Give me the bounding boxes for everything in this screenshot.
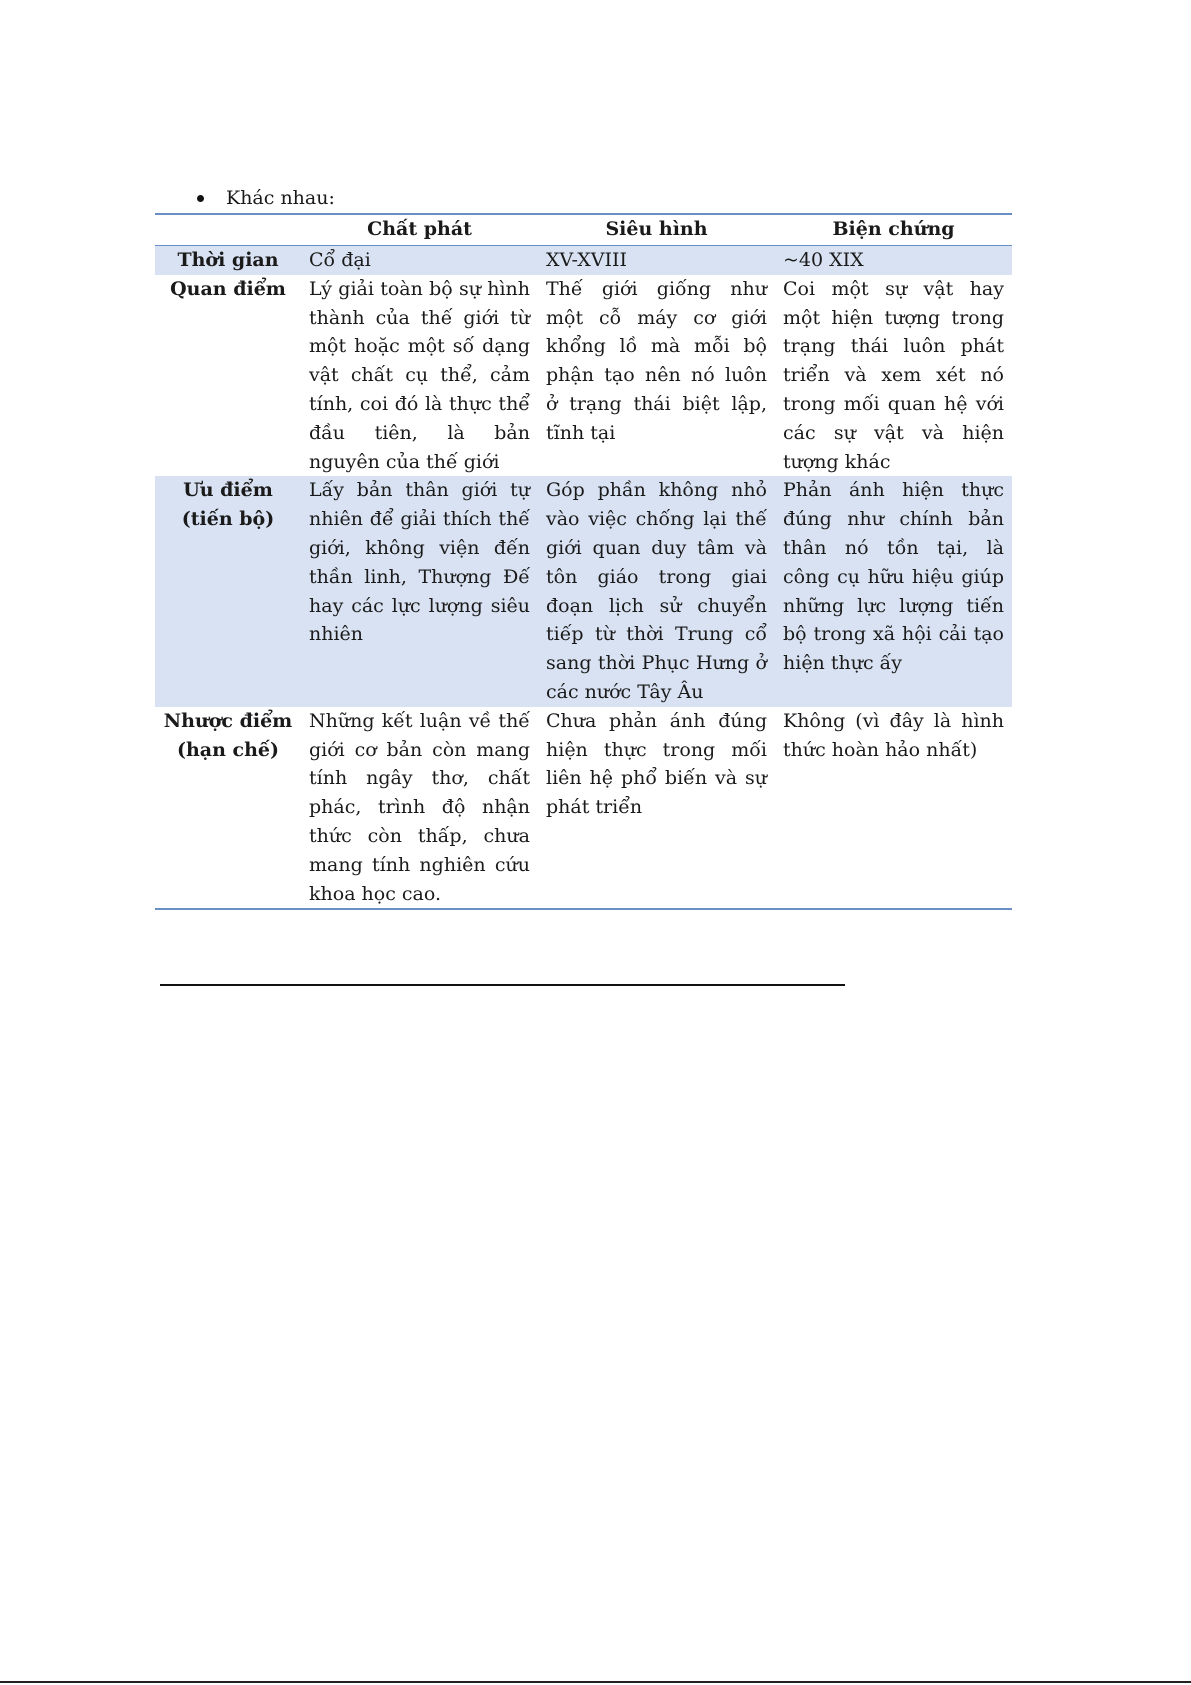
page-bottom-line xyxy=(0,1681,1191,1683)
table-cell: Chưa phản ánh đúng hiện thực trong mối liên hệ phổ biến và sự phát triển xyxy=(546,709,767,819)
comparison-table xyxy=(155,213,1012,910)
row-header: Nhược điểm (hạn chế) xyxy=(163,709,293,761)
table-cell: Không (vì đây là hình thức hoàn hảo nhất) xyxy=(783,709,1004,761)
table-cell: Thế giới giống như một cỗ máy cơ giới khổng lồ mà mỗi bộ phận tạo nên nó luôn ở trạng thái biệt lập, tĩnh tại xyxy=(546,277,767,444)
horizontal-rule xyxy=(160,984,845,986)
table-cell: ~40 XIX xyxy=(775,246,1012,275)
bullet-item xyxy=(197,186,335,210)
table-cell: Lý giải toàn bộ sự hình thành của thế giới từ một hoặc một số dạng vật chất cụ thể, cảm tính, coi đó là thực thể đầu tiên, là bản nguyên của thế giới xyxy=(309,277,530,473)
column-header-chat-phat: Chất phát xyxy=(301,214,538,246)
bullet-icon xyxy=(197,195,204,202)
table-row-nhuoc-diem xyxy=(155,707,1012,910)
table-cell: Coi một sự vật hay một hiện tượng trong trạng thái luôn phát triển và xem xét nó trong mối quan hệ với các sự vật và hiện tượng khác xyxy=(783,277,1004,473)
table-cell: Phản ánh hiện thực đúng như chính bản thân nó tồn tại, là công cụ hữu hiệu giúp những lực lượng tiến bộ trong xã hội cải tạo hiện thực ấy xyxy=(775,476,1012,706)
row-header: Quan điểm xyxy=(170,277,286,300)
bullet-label: Khác nhau: xyxy=(226,187,335,209)
table-row-thoi-gian xyxy=(155,246,1012,275)
column-header-bien-chung: Biện chứng xyxy=(775,214,1012,246)
row-header: Ưu điểm (tiến bộ) xyxy=(155,476,301,706)
table-cell: Lấy bản thân giới tự nhiên để giải thích thế giới, không viện đến thần linh, Thượng Đế hay các lực lượng siêu nhiên xyxy=(301,476,538,706)
column-header-empty xyxy=(155,214,301,246)
table-row-uu-diem xyxy=(155,476,1012,706)
table-row-quan-diem xyxy=(155,275,1012,477)
table-cell: XV-XVIII xyxy=(538,246,775,275)
table-cell: Góp phần không nhỏ vào việc chống lại thế giới quan duy tâm và tôn giáo trong giai đoạn lịch sử chuyển tiếp từ thời Trung cổ sang thời Phục Hưng ở các nước Tây Âu xyxy=(538,476,775,706)
row-header: Thời gian xyxy=(155,246,301,275)
table-header-row xyxy=(155,214,1012,246)
table-cell: Những kết luận về thế giới cơ bản còn mang tính ngây thơ, chất phác, trình độ nhận thức còn thấp, chưa mang tính nghiên cứu khoa học cao. xyxy=(309,709,530,905)
column-header-sieu-hinh: Siêu hình xyxy=(538,214,775,246)
table-cell: Cổ đại xyxy=(301,246,538,275)
